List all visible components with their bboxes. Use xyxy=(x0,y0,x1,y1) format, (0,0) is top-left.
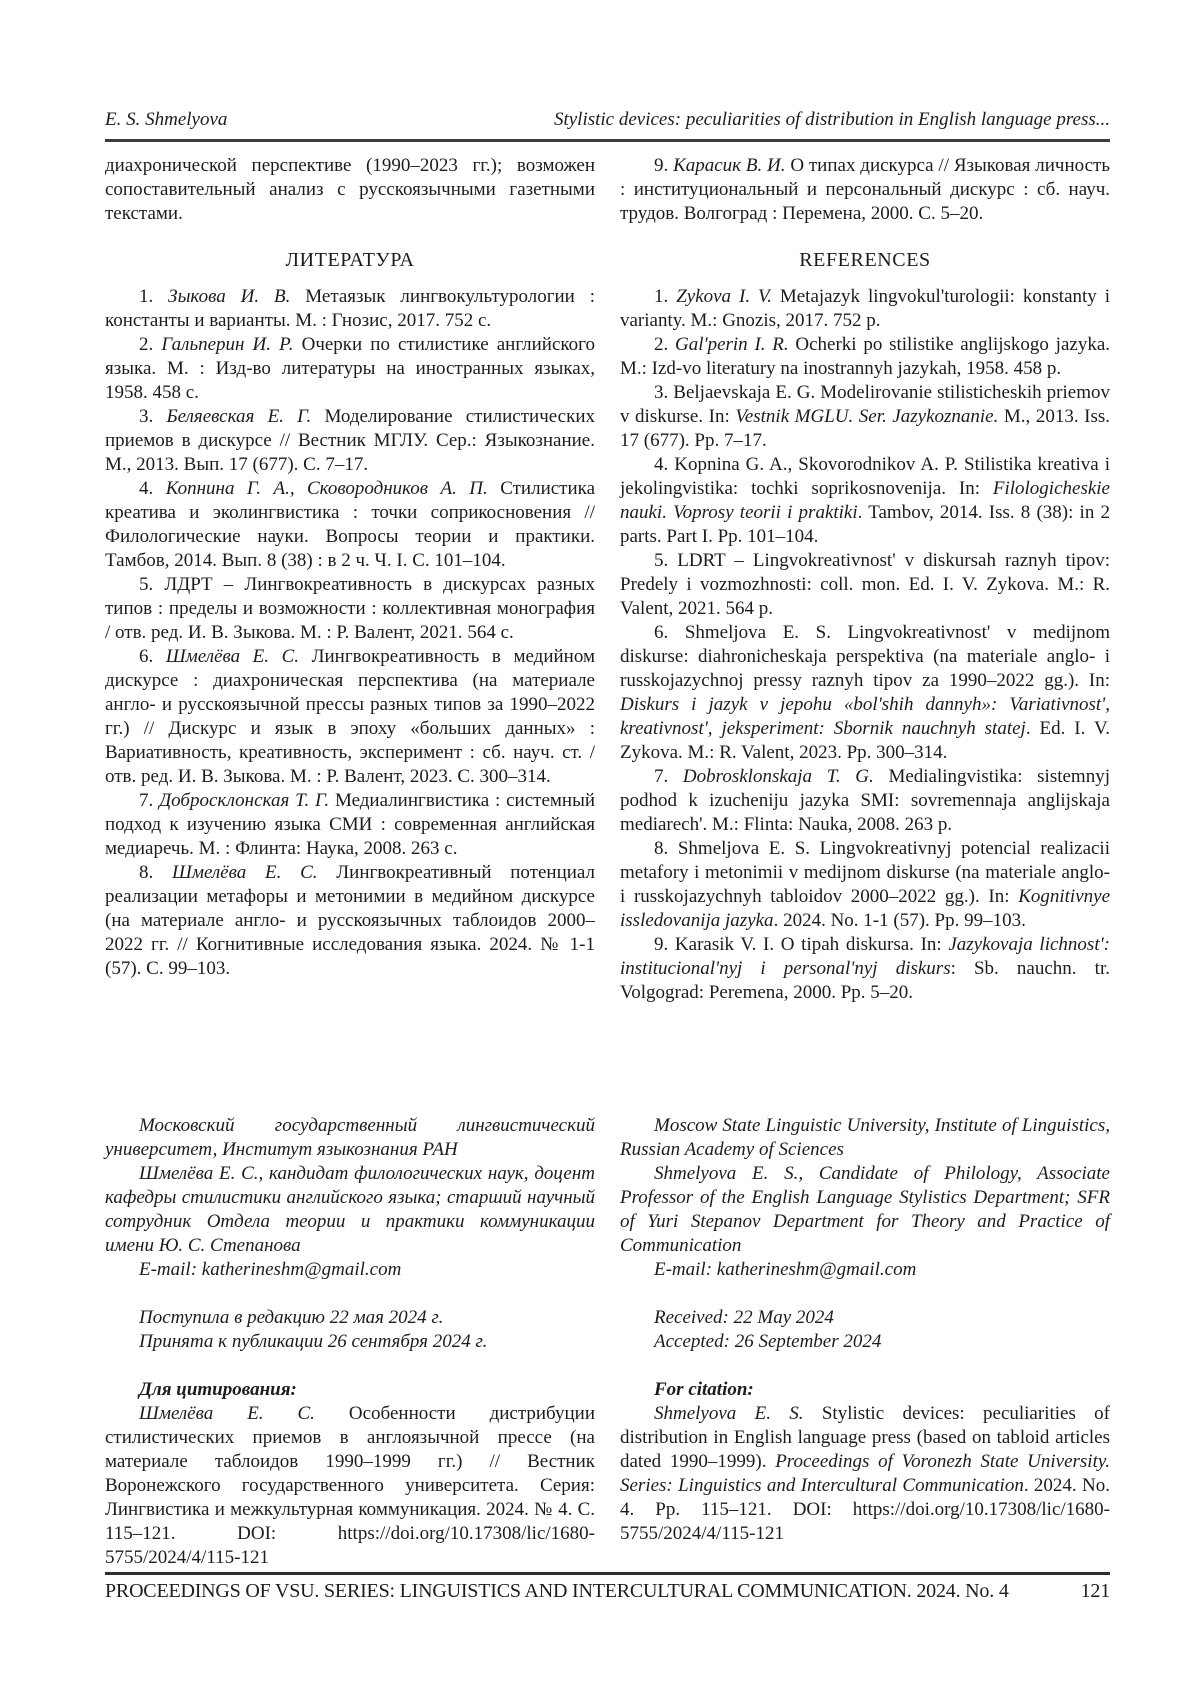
for-citation-heading-en: For citation: xyxy=(654,1379,754,1400)
footer-page-number: 121 xyxy=(1080,1580,1110,1602)
page-footer xyxy=(105,1572,1110,1603)
reference-item-en-9: 9. Karasik V. I. O tipah diskursa. In: Jazykovaja lichnost': institucional'nyj i personal'nyj diskurs: Sb. nauchn. tr. Volgograd: Peremena, 2000. Pp. 5–20. xyxy=(620,934,1110,1003)
reference-item-ru-7: 7. Добросклонская Т. Г. Медиалингвистика : системный подход к изучению языка СМИ : современная английская медиаречь. М. : Флинта: Наука, 2008. 263 с. xyxy=(105,790,596,859)
accepted-date-en: Accepted: 26 September 2024 xyxy=(654,1331,882,1352)
intro-paragraph: диахронической перспективе (1990–2023 гг.); возможен сопоставительный анализ с русскоязычными газетными текстами. xyxy=(105,155,595,224)
reference-item-ru-3: 3. Беляевская Е. Г. Моделирование стилистических приемов в дискурсе // Вестник МГЛУ. Сер.: Языкознание. М., 2013. Вып. 17 (677). С. 7–17. xyxy=(105,406,595,475)
reference-item-ru-2: 2. Гальперин И. Р. Очерки по стилистике английского языка. М. : Изд-во литературы на иностранных языках, 1958. 458 с. xyxy=(105,334,595,403)
reference-item-en-7: 7. Dobrosklonskaja T. G. Medialingvistika: sistemnyj podhod k izucheniju jazyka SMI: sovremennaja anglijskaja mediarech'. M.: Flinta: Nauka, 2008. 263 p. xyxy=(620,766,1110,835)
two-column-body xyxy=(105,154,1110,1568)
footer-rule xyxy=(105,1572,1110,1575)
reference-item-ru-1: 1. Зыкова И. В. Метаязык лингвокультурологии : константы и варианты. М. : Гнозис, 2017. 752 с. xyxy=(105,286,596,331)
received-date-ru: Поступила в редакцию 22 мая 2024 г. xyxy=(139,1307,444,1328)
left-column xyxy=(105,154,596,1568)
for-citation-heading-ru: Для цитирования: xyxy=(139,1379,297,1400)
meta-block-ru xyxy=(105,1114,595,1570)
reference-item-en-4: 4. Kopnina G. A., Skovorodnikov A. P. Stilistika kreativa i jekolingvistika: tochki soprikosnovenija. In: Filologicheskie nauki. Voprosy teorii i praktiki. Tambov, 2014. Iss. 8 (38): in 2 parts. Part I. Pp. 101–104. xyxy=(620,454,1110,547)
affiliation-ru-university: Московский государственный лингвистический университет, Институт языкознания РАН xyxy=(105,1115,595,1160)
citation-ru: Шмелёва Е. С. Особенности дистрибуции стилистических приемов в англоязычной прессе (на материале таблоидов 1990–1999 гг.) // Вестник Воронежского государственного университета. Серия: Лингвистика и межкультурная коммуникация. 2024. № 4. С. 115–121. DOI: https://doi.org/10.17308/lic/1680-5755/2024/4/115-121 xyxy=(105,1403,595,1568)
reference-item-en-3: 3. Beljaevskaja E. G. Modelirovanie stilisticheskih priemov v diskurse. In: Vestnik MGLU. Ser. Jazykoznanie. M., 2013. Iss. 17 (677). Pp. 7–17. xyxy=(620,382,1110,451)
reference-item-en-8: 8. Shmeljova E. S. Lingvokreativnyj potencial realizacii metafory i metonimii v medijnom diskurse (na materiale anglo- i russkojazychnyh tabloidov 2000–2022 gg.). In: Kognitivnye issledovanija jazyka. 2024. No. 1-1 (57). Pp. 99–103. xyxy=(620,838,1110,931)
literature-heading: ЛИТЕРАТУРА xyxy=(285,249,415,271)
header-running-title: Stylistic devices: peculiarities of distribution in English language press... xyxy=(553,109,1110,130)
citation-en: Shmelyova E. S. Stylistic devices: peculiarities of distribution in English language press (based on tabloid articles dated 1990–1999). Proceedings of Voronezh State University. Series: Linguistics and Intercultural Communication. 2024. No. 4. Pp. 115–121. DOI: https://doi.org/10.17308/lic/1680-5755/2024/4/115-121 xyxy=(620,1403,1110,1544)
accepted-date-ru: Принята к публикации 26 сентября 2024 г. xyxy=(139,1331,488,1352)
affiliation-en-author: Shmelyova E. S., Candidate of Philology, Associate Professor of the English Language Stylistics Department; SFR of Yuri Stepanov Department for Theory and Practice of Communication xyxy=(620,1163,1110,1256)
affiliation-ru-author: Шмелёва Е. С., кандидат филологических наук, доцент кафедры стилистики английского языка; старший научный сотрудник Отдела теории и практики коммуникации имени Ю. С. Степанова xyxy=(105,1163,595,1256)
reference-item-en-6: 6. Shmeljova E. S. Lingvokreativnost' v medijnom diskurse: diahronicheskaja perspektiva (na materiale anglo- i russkojazychnoj pressy raznyh tipov za 1990–2022 gg.). In: Diskurs i jazyk v jepohu «bol'shih dannyh»: Variativnost', kreativnost', jeksperiment: Sbornik nauchnyh statej. Ed. I. V. Zykova. M.: R. Valent, 2023. Pp. 300–314. xyxy=(620,622,1110,763)
reference-item-ru-6: 6. Шмелёва Е. С. Лингвокреативность в медийном дискурсе : диахроническая перспектива (на материале англо- и русскоязычной прессы разных типов за 1990–2022 гг.) // Дискурс и язык в эпоху «больших данных» : Вариативность, креативность, эксперимент : сб. науч. ст. / отв. ред. И. В. Зыкова. М. : Р. Валент, 2023. С. 300–314. xyxy=(105,646,595,787)
affiliation-en-university: Moscow State Linguistic University, Institute of Linguistics, Russian Academy of Sciences xyxy=(620,1115,1110,1160)
reference-item-ru-4: 4. Копнина Г. А., Сковородников А. П. Стилистика креатива и эколингвистика : точки соприкосновения // Филологические науки. Вопросы теории и практики. Тамбов, 2014. Вып. 8 (38) : в 2 ч. Ч. I. С. 101–104. xyxy=(105,478,596,571)
right-column xyxy=(620,154,1110,1562)
email-ru: E-mail: katherineshm@gmail.com xyxy=(139,1259,402,1280)
header-author: E. S. Shmelyova xyxy=(105,109,228,130)
references-heading: REFERENCES xyxy=(799,249,931,271)
footer-journal-line: PROCEEDINGS OF VSU. SERIES: LINGUISTICS AND INTERCULTURAL COMMUNICATION. 2024. No. 4 xyxy=(105,1580,1009,1602)
reference-item-en-2: 2. Gal'perin I. R. Ocherki po stilistike anglijskogo jazyka. M.: Izd-vo literatury na inostrannyh jazykah, 1958. 458 p. xyxy=(620,334,1110,379)
page-header xyxy=(105,108,1110,131)
reference-item-en-1: 1. Zykova I. V. Metajazyk lingvokul'turologii: konstanty i varianty. M.: Gnozis, 2017. 752 p. xyxy=(620,286,1110,331)
reference-item-ru-5: 5. ЛДРТ – Лингвокреативность в дискурсах разных типов : пределы и возможности : коллективная монография / отв. ред. И. В. Зыкова. М. : Р. Валент, 2021. 564 с. xyxy=(105,574,595,643)
reference-item-ru-8: 8. Шмелёва Е. С. Лингвокреативный потенциал реализации метафоры и метонимии в медийном дискурсе (на материале англо- и русскоязычных таблоидов 2000–2022 гг. // Когнитивные исследования языка. 2024. № 1-1 (57). С. 99–103. xyxy=(105,862,595,979)
reference-item-ru-9: 9. Карасик В. И. О типах дискурса // Языковая личность : институциональный и персональный дискурс : сб. науч. трудов. Волгоград : Перемена, 2000. С. 5–20. xyxy=(620,155,1110,224)
received-date-en: Received: 22 May 2024 xyxy=(654,1307,834,1328)
meta-block-en xyxy=(620,1114,1110,1546)
header-rule xyxy=(105,139,1110,142)
reference-item-en-5: 5. LDRT – Lingvokreativnost' v diskursah raznyh tipov: Predely i vozmozhnosti: coll. mon. Ed. I. V. Zykova. M.: R. Valent, 2021. 564 p. xyxy=(620,550,1110,619)
email-en: E-mail: katherineshm@gmail.com xyxy=(654,1259,917,1280)
